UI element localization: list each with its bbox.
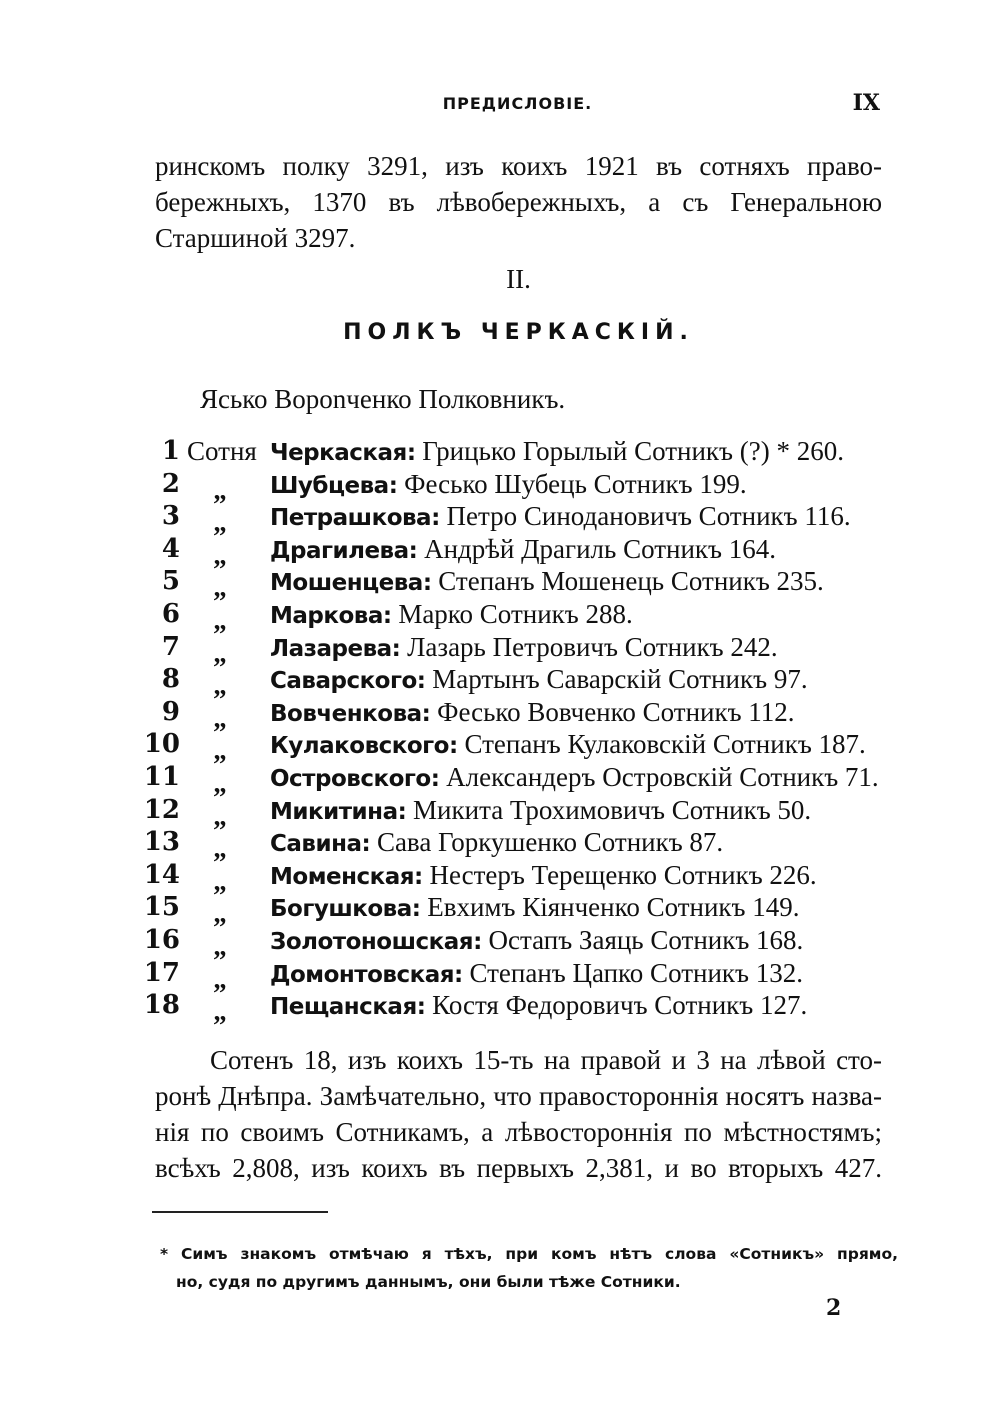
- list-item: [140, 859, 910, 896]
- signature-mark: 2: [826, 1295, 842, 1321]
- item-number: 7: [161, 631, 180, 662]
- item-number: 8: [161, 664, 180, 695]
- item-number: 14: [143, 859, 180, 890]
- list-item: [140, 663, 910, 701]
- item-entry: [270, 500, 851, 534]
- page-number: IX: [852, 90, 880, 116]
- item-entry: [270, 826, 723, 860]
- intro-line: бережныхъ, 1370 въ лѣвобережныхъ, а съ Генеральною: [155, 187, 882, 217]
- sotnia-name: Домонтовская:: [270, 961, 463, 988]
- sotnia-name: Золотоношская:: [270, 928, 482, 955]
- sotnia-detail: Фесько Шубець Сотникъ 199.: [404, 468, 747, 499]
- sotnia-label: Сотня: [187, 436, 257, 466]
- footnote-line: но, судя по другимъ даннымъ, они были тѣже Сотники.: [176, 1273, 681, 1291]
- intro-paragraph: [155, 148, 882, 256]
- sotnia-name: Островского:: [270, 765, 440, 792]
- ditto-mark: „: [213, 507, 227, 538]
- list-item: [140, 468, 910, 505]
- list-item: [140, 631, 910, 668]
- ditto-mark: „: [213, 572, 227, 603]
- item-entry: [270, 728, 866, 762]
- sotnia-list: [140, 435, 910, 1027]
- item-number: 16: [143, 924, 180, 955]
- item-number: 4: [161, 533, 180, 564]
- item-number: 3: [161, 501, 180, 532]
- sotnia-name: Моменская:: [270, 863, 423, 890]
- sotnia-detail: Андрѣй Драгиль Сотникъ 164.: [424, 533, 777, 564]
- item-number: 10: [143, 729, 180, 760]
- ditto-mark: „: [213, 735, 227, 766]
- ditto-mark: „: [213, 637, 227, 668]
- ditto-mark: „: [213, 474, 227, 505]
- sotnia-name: Драгилева:: [270, 537, 418, 564]
- summary-line: нія по своимъ Сотникамъ, а лѣвостороннія по мѣстностямъ;: [155, 1117, 882, 1147]
- ditto-mark: „: [213, 930, 227, 961]
- sotnia-detail: Сава Горкушенко Сотникъ 87.: [376, 827, 724, 858]
- list-item: [140, 696, 910, 733]
- intro-line: Старшиной 3297.: [155, 223, 356, 253]
- item-entry: [270, 957, 803, 991]
- list-item: [140, 924, 910, 961]
- summary-line: всѣхъ 2,808, изъ коихъ въ первыхъ 2,381, и во вторыхъ 427.: [155, 1153, 882, 1183]
- sotnia-detail: Евхимъ Кіянченко Сотникъ 149.: [427, 892, 800, 923]
- sotnia-detail: Грицько Горылый Сотникъ (?) * 260.: [422, 436, 844, 466]
- ditto-mark: „: [213, 963, 227, 994]
- item-number: 13: [143, 827, 180, 858]
- sotnia-detail: Фесько Вовченко Сотникъ 112.: [437, 696, 795, 727]
- item-entry: [270, 598, 633, 632]
- ditto-mark: „: [213, 702, 227, 733]
- intro-line: ринскомъ полку 3291, изъ коихъ 1921 въ сотняхъ право-: [155, 151, 882, 181]
- list-item: [140, 826, 910, 864]
- list-item: [140, 598, 910, 635]
- sotnia-detail: Петро Синодановичъ Сотникъ 116.: [446, 501, 851, 532]
- sotnia-name: Лазарева:: [270, 635, 401, 662]
- ditto-mark: „: [213, 996, 227, 1027]
- running-head: [155, 90, 880, 120]
- summary-paragraph: [155, 1042, 882, 1186]
- running-title: ПРЕДИСЛОВІЕ.: [442, 94, 593, 113]
- list-item: [140, 435, 910, 468]
- item-number: 18: [143, 990, 180, 1021]
- item-number: 11: [143, 761, 180, 792]
- sotnia-name: Черкаская:: [270, 440, 416, 466]
- sotnia-detail: Костя Федоровичъ Сотникъ 127.: [432, 990, 808, 1021]
- item-entry: [270, 631, 778, 665]
- item-entry: [270, 533, 776, 567]
- ditto-mark: „: [213, 604, 227, 635]
- section-title: ПОЛКЪ ЧЕРКАСКІЙ.: [343, 320, 694, 345]
- list-item: [140, 989, 910, 1027]
- sotnia-name: Мошенцева:: [270, 570, 432, 597]
- item-entry: [270, 435, 844, 469]
- item-entry: [270, 761, 879, 795]
- item-number: 15: [143, 892, 180, 923]
- item-entry: [270, 468, 747, 502]
- item-entry: [270, 565, 824, 599]
- item-entry: [270, 663, 808, 697]
- item-entry: [270, 696, 795, 730]
- item-number: 17: [143, 957, 180, 988]
- sotnia-name: Кулаковского:: [270, 733, 458, 760]
- sotnia-detail: Александеръ Островскій Сотникъ 71.: [446, 761, 879, 792]
- list-item: [140, 794, 910, 831]
- summary-line: ронѣ Днѣпра. Замѣчательно, что правостороннія носятъ назва-: [155, 1081, 882, 1111]
- item-number: 1: [161, 436, 180, 466]
- item-number: 9: [161, 696, 180, 727]
- sotnia-name: Саварского:: [270, 668, 426, 695]
- sotnia-name: Петрашкова:: [270, 505, 440, 532]
- list-item: [140, 500, 910, 538]
- section-number: II.: [506, 264, 531, 294]
- list-item: [140, 761, 910, 798]
- list-item: [140, 533, 910, 570]
- sotnia-name: Вовченкова:: [270, 700, 431, 727]
- list-item: [140, 891, 910, 929]
- sotnia-detail: Остапъ Заяць Сотникъ 168.: [488, 924, 804, 955]
- sotnia-detail: Мартынъ Саварскій Сотникъ 97.: [432, 664, 808, 695]
- sotnia-name: Маркова:: [270, 602, 392, 629]
- sotnia-detail: Микита Трохимовичъ Сотникъ 50.: [413, 794, 812, 825]
- item-entry: [270, 924, 803, 958]
- sotnia-name: Савина:: [270, 831, 371, 858]
- ditto-mark: „: [213, 898, 227, 929]
- colonel-line: Ясько Ворonченко Полковникъ.: [200, 384, 566, 414]
- footnote-divider: [152, 1211, 328, 1213]
- sotnia-detail: Степанъ Кулаковскій Сотникъ 187.: [464, 729, 866, 760]
- summary-line: Сотенъ 18, изъ коихъ 15-ть на правой и 3 на лѣвой сто-: [210, 1045, 882, 1075]
- ditto-mark: „: [213, 670, 227, 701]
- item-number: 2: [161, 468, 180, 499]
- sotnia-name: Богушкова:: [270, 896, 421, 923]
- item-number: 5: [161, 566, 180, 597]
- item-number: 12: [143, 794, 180, 825]
- footnote: [160, 1240, 898, 1296]
- ditto-mark: „: [213, 767, 227, 798]
- list-item: [140, 957, 910, 994]
- sotnia-name: Шубцева:: [270, 472, 398, 499]
- ditto-mark: „: [213, 539, 227, 570]
- sotnia-name: Микитина:: [270, 798, 407, 825]
- ditto-mark: „: [213, 833, 227, 864]
- sotnia-detail: Степанъ Мошенець Сотникъ 235.: [438, 566, 824, 597]
- item-entry: [270, 794, 811, 828]
- sotnia-detail: Марко Сотникъ 288.: [398, 598, 633, 629]
- item-number: 6: [161, 598, 180, 629]
- list-item: [140, 565, 910, 603]
- ditto-mark: „: [213, 865, 227, 896]
- item-entry: [270, 989, 807, 1023]
- list-item: [140, 728, 910, 766]
- item-entry: [270, 891, 800, 925]
- item-entry: [270, 859, 817, 893]
- sotnia-detail: Нестеръ Терещенко Сотникъ 226.: [429, 859, 817, 890]
- sotnia-detail: Лазарь Петровичъ Сотникъ 242.: [407, 631, 778, 662]
- footnote-line: * Симъ знакомъ отмѣчаю я тѣхъ, при комъ нѣтъ слова «Сотникъ» прямо,: [160, 1245, 898, 1263]
- sotnia-detail: Степанъ Цапко Сотникъ 132.: [469, 957, 803, 988]
- sotnia-name: Пещанская:: [270, 994, 426, 1021]
- ditto-mark: „: [213, 800, 227, 831]
